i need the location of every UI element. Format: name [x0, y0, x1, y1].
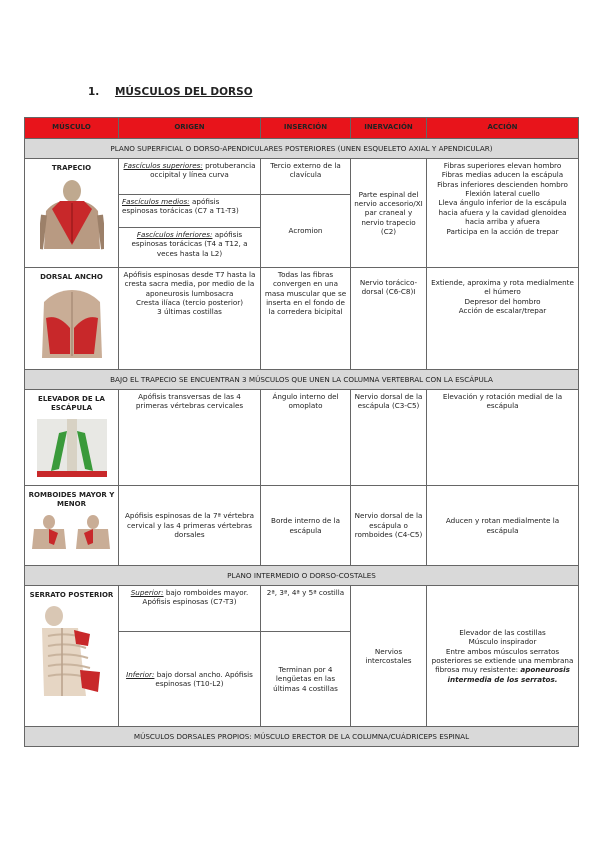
origen-trapecio-med: Fascículos medios: apófisis espinosas torácicas (C7 a T1-T3) [119, 195, 261, 228]
header-musculo: MÚSCULO [25, 118, 119, 139]
header-insercion: INSERCIÓN [261, 118, 351, 139]
origen-trapecio-inf: Fascículos inferiores: apófisis espinosas torácicas (T4 a T12, a veces hasta la L2) [119, 228, 261, 268]
band-row-propios [25, 727, 579, 747]
insercion-serrato-2: Terminan por 4 lengüetas en las últimas 4 costillas [261, 632, 351, 727]
inervacion-dorsal: Nervio torácico-dorsal (C6-C8)I [351, 268, 427, 370]
insercion-dorsal: Todas las fibras convergen en una masa muscular que se inserta en el fondo de la corredera bicipital [261, 268, 351, 370]
table-row-elevador [25, 390, 579, 486]
band-row-intermedio [25, 566, 579, 586]
insercion-trapecio-2: Acromion [261, 195, 351, 268]
header-row [25, 118, 579, 139]
table-row-serrato-1 [25, 586, 579, 632]
muscle-name-trapecio: TRAPECIO [51, 164, 92, 172]
band-superficial: PLANO SUPERFICIAL O DORSO-APENDICULARES POSTERIORES (UNEN ESQUELETO AXIAL Y APENDICULAR) [25, 139, 579, 159]
elevador-illustration-icon [37, 419, 107, 477]
muscle-name-elevador: ELEVADOR DE LA ESCÁPULA [38, 395, 105, 413]
muscles-table [24, 117, 579, 747]
accion-trapecio-line: Participa en la acción de trepar [446, 226, 559, 236]
inervacion-romboides: Nervio dorsal de la escápula o romboides (C4-C5) [351, 486, 427, 566]
muscle-name-romboides: ROMBOIDES MAYOR Y MENOR [28, 491, 115, 509]
header-origen: ORIGEN [119, 118, 261, 139]
dorsal-illustration-icon [36, 288, 108, 358]
accion-elevador: Elevación y rotación medial de la escápula [427, 390, 579, 486]
origen-romboides: Apófisis espinosas de la 7ª vértebra cervical y las 4 primeras vértebras dorsales [119, 486, 261, 566]
accion-trapecio-line: Fibras superiores elevan hombro [443, 161, 562, 170]
insercion-romboides: Borde interno de la escápula [261, 486, 351, 566]
accion-trapecio [427, 159, 579, 268]
table-row-trapecio-1 [25, 159, 579, 195]
romboides-illustration-icon [30, 515, 114, 549]
table-row-dorsal [25, 268, 579, 370]
accion-romboides: Aducen y rotan medialmente la escápula [427, 486, 579, 566]
accion-trapecio-line: Fibras medias aducen la escápula [441, 170, 564, 180]
accion-serrato: Elevador de las costillas Músculo inspirador Entre ambos músculos serratos posteriores se extiende una membrana fibrosa muy resistente: aponeurosis intermedia de los serratos. [427, 586, 579, 727]
muscle-name-serrato: SERRATO POSTERIOR [29, 591, 114, 599]
accion-trapecio-line: Fibras inferiores descienden hombro [437, 179, 568, 189]
muscle-cell-elevador [25, 390, 119, 486]
origen-trapecio-sup: Fascículos superiores: protuberancia occipital y línea curva [119, 159, 261, 195]
inervacion-serrato: Nervios intercostales [351, 586, 427, 727]
serrato-illustration-icon [34, 606, 110, 702]
accion-trapecio-line: Flexión lateral cuello [465, 189, 540, 199]
table-row-romboides [25, 486, 579, 566]
section-title: MÚSCULOS DEL DORSO [114, 86, 253, 98]
band-bajo-trapecio: BAJO EL TRAPECIO SE ENCUENTRAN 3 MÚSCULOS QUE UNEN LA COLUMNA VERTEBRAL CON LA ESCÁPULA [25, 370, 579, 390]
origen-elevador: Apófisis transversas de las 4 primeras vértebras cervicales [119, 390, 261, 486]
muscle-cell-serrato [25, 586, 119, 727]
band-propios: MÚSCULOS DORSALES PROPIOS: MÚSCULO ERECTOR DE LA COLUMNA/CUÁDRICEPS ESPINAL [25, 727, 579, 747]
inervacion-trapecio: Parte espinal del nervio accesorio/XI par craneal y nervio trapecio (C2) [351, 159, 427, 268]
insercion-trapecio-1: Tercio externo de la clavícula [261, 159, 351, 195]
band-row-superficial [25, 139, 579, 159]
origen-serrato-inf: Inferior: bajo dorsal ancho. Apófisis espinosas (T10-L2) [119, 632, 261, 727]
accion-trapecio-line: Lleva ángulo inferior de la escápula hacia afuera y la cavidad glenoidea hacia arriba y afuera [438, 198, 567, 227]
insercion-elevador: Ángulo interno del omoplato [261, 390, 351, 486]
muscle-cell-trapecio [25, 159, 119, 268]
insercion-serrato-1: 2ª, 3ª, 4ª y 5ª costilla [261, 586, 351, 632]
section-number: 1. [88, 86, 100, 98]
inervacion-elevador: Nervio dorsal de la escápula (C3-C5) [351, 390, 427, 486]
origen-serrato-sup: Superior: bajo romboides mayor. Apófisis espinosas (C7-T3) [119, 586, 261, 632]
accion-dorsal: Extiende, aproxima y rota medialmente el húmero Depresor del hombro Acción de escalar/trepar [427, 268, 579, 370]
section-heading [88, 86, 253, 98]
muscle-cell-dorsal [25, 268, 119, 370]
muscle-cell-romboides [25, 486, 119, 566]
trapecio-illustration-icon [40, 179, 104, 251]
band-row-bajo-trapecio [25, 370, 579, 390]
band-intermedio: PLANO INTERMEDIO O DORSO-COSTALES [25, 566, 579, 586]
header-inervacion: INERVACIÓN [351, 118, 427, 139]
muscle-name-dorsal: DORSAL ANCHO [40, 273, 103, 281]
origen-dorsal: Apófisis espinosas desde T7 hasta la cresta sacra media, por medio de la aponeurosis lumbosacra Cresta ilíaca (tercio posterior) 3 últimas costillas [119, 268, 261, 370]
header-accion: ACCIÓN [427, 118, 579, 139]
